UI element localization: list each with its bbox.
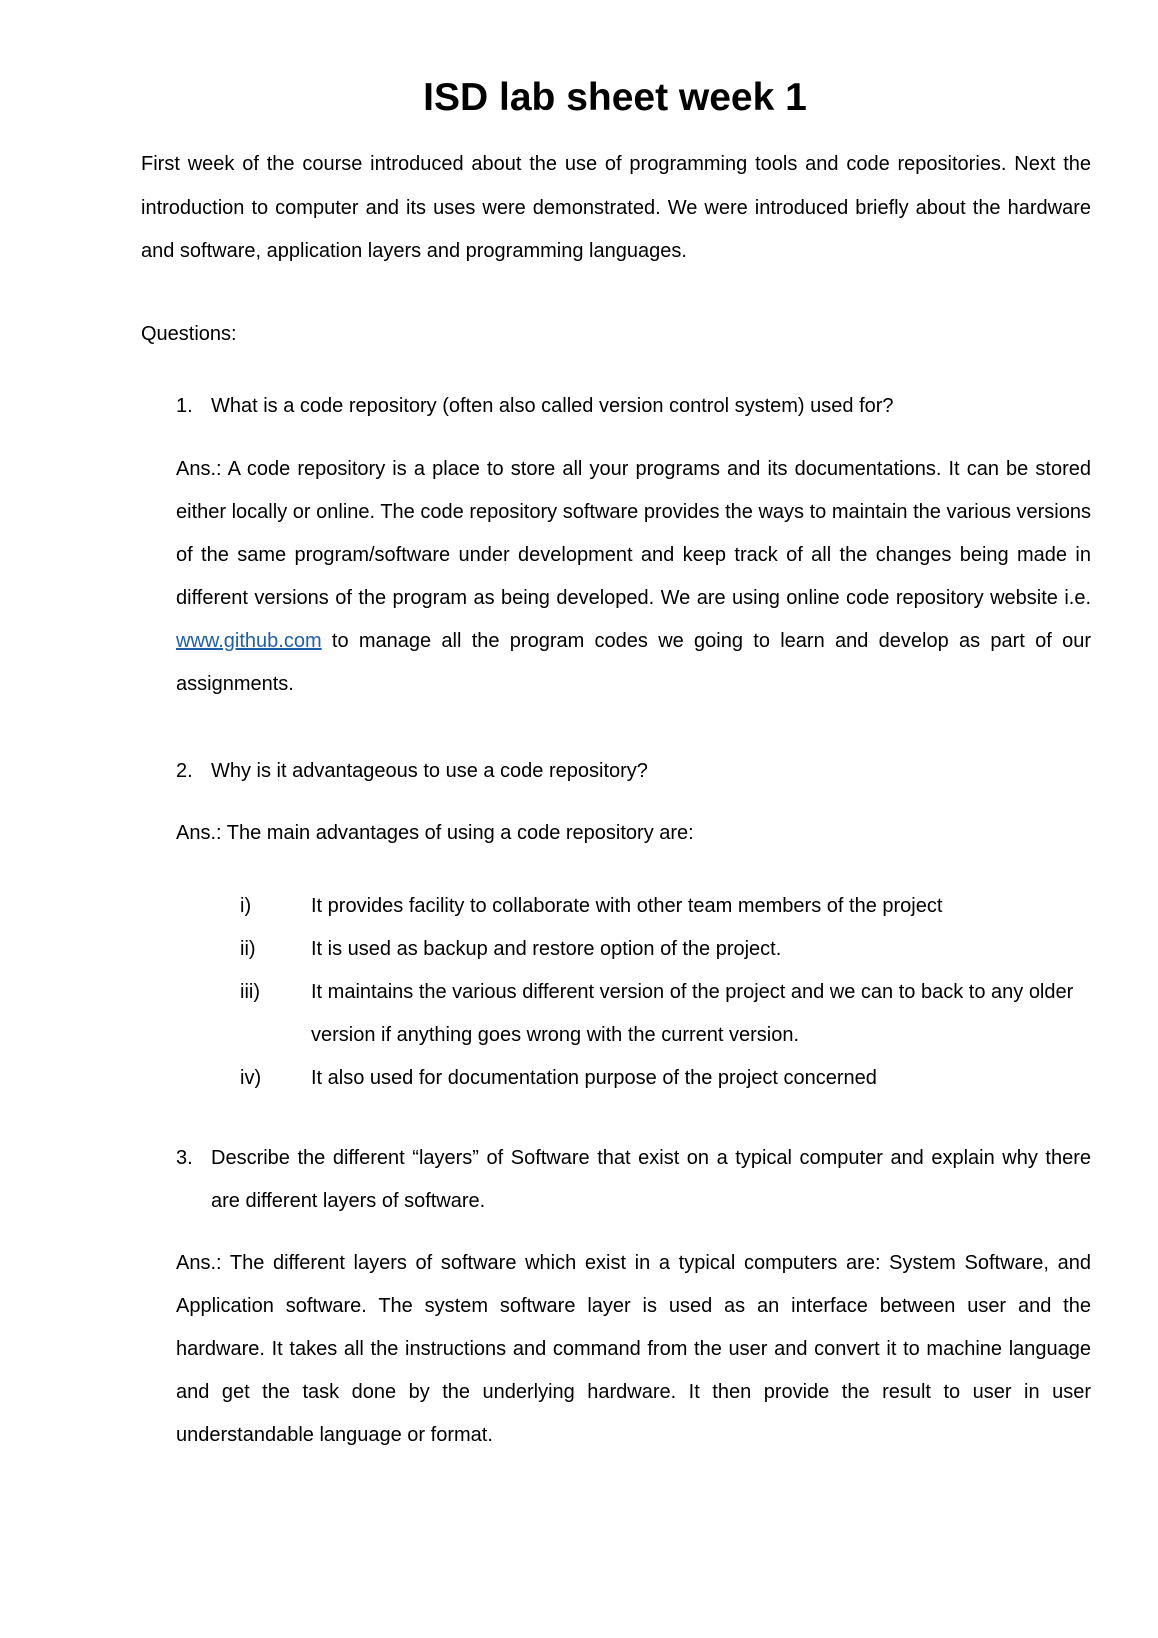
question-3 (176, 1137, 1091, 1222)
list-item-text: It maintains the various different version of the project and we can to back to any older version if anything goes wrong with the current version. (311, 981, 1074, 1046)
intro-paragraph: First week of the course introduced about the use of programming tools and code repositories. Next the introduction to computer and its uses were demonstrated. We were introduced briefly about the hardware and software, application layers and programming languages. (141, 153, 1091, 262)
list-item-marker: iv) (240, 1067, 262, 1089)
question-2-text: Why is it advantageous to use a code repository? (211, 760, 648, 782)
answer-3: Ans.: The different layers of software which exist in a typical computers are: System Software, and Application software. The system software layer is used as an interface between user and the hardware. It takes all the instructions and command from the user and convert it to machine language and get the task done by the underlying hardware. It then provide the result to user in user understandable language or format. (176, 1252, 1091, 1446)
question-2-number: 2. (176, 760, 193, 782)
advantages-list (240, 885, 1091, 1100)
answer-2-intro: Ans.: The main advantages of using a code repository are: (176, 822, 694, 844)
questions-heading: Questions: (141, 323, 237, 345)
list-item-marker: iii) (240, 981, 260, 1003)
question-3-text: Describe the different “layers” of Software that exist on a typical computer and explain why there are different layers of software. (211, 1147, 1091, 1212)
answer-1-text-start: Ans.: A code repository is a place to store all your programs and its documentations. It can be stored either locally or online. The code repository software provides the ways to maintain the various versions of the same program/software under development and keep track of all the changes being made in different versions of the program as being developed. We are using online code repository website i.e. (176, 458, 1091, 609)
question-1 (176, 385, 1091, 428)
answer-1 (176, 448, 1091, 706)
list-item (240, 885, 1091, 928)
list-item-text: It provides facility to collaborate with other team members of the project (311, 895, 943, 917)
list-item-marker: i) (240, 895, 252, 917)
github-link[interactable]: www.github.com (176, 630, 322, 652)
list-item (240, 1057, 1091, 1100)
question-2 (176, 750, 1091, 793)
question-1-number: 1. (176, 395, 193, 417)
list-item (240, 928, 1091, 971)
answer-1-text-end: to manage all the program codes we going to learn and develop as part of our assignments. (176, 630, 1091, 695)
document-title: ISD lab sheet week 1 (423, 76, 807, 119)
list-item-text: It is used as backup and restore option of the project. (311, 938, 782, 960)
list-item-marker: ii) (240, 938, 256, 960)
question-1-text: What is a code repository (often also called version control system) used for? (211, 395, 894, 417)
list-item-text: It also used for documentation purpose of the project concerned (311, 1067, 877, 1089)
list-item (240, 971, 1091, 1057)
question-3-number: 3. (176, 1147, 193, 1169)
